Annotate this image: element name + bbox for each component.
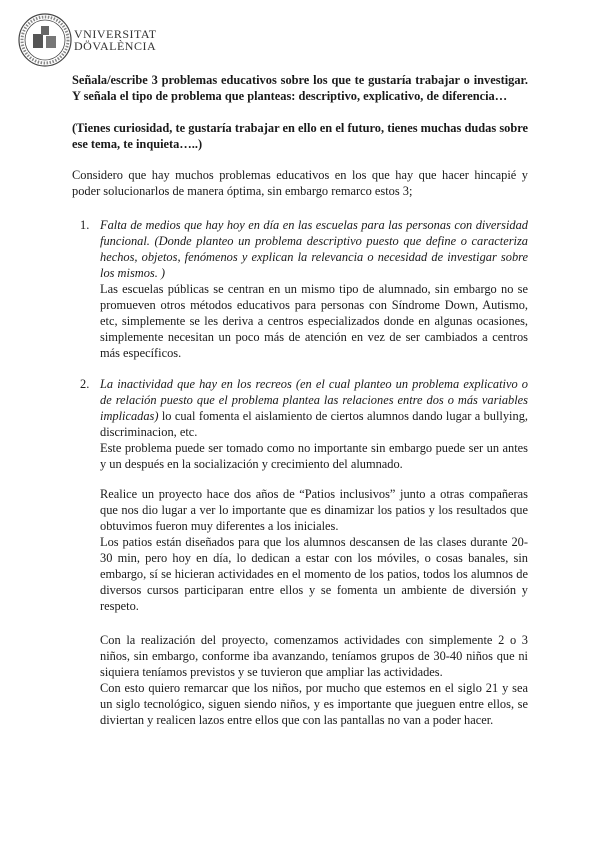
item-number: 2. — [80, 377, 90, 391]
body-paragraph: Con la realización del proyecto, comenzamos actividades con simplemente 2 o 3 niños, sin embargo, conforme iba avanzando, teníamos grupos de 30-40 niños que ni siquiera teníamos previstos y se tuvieron que ampliar las actividades. — [100, 633, 528, 679]
body-block-1 — [100, 486, 528, 614]
list-item-1 — [80, 217, 528, 361]
body-paragraph: Con esto quiero remarcar que los niños, por mucho que estemos en el siglo 21 y sea un siglo tecnológico, siguen siendo niños, y es importante que jueguen entre ellos, se diviertan y realicen lazos entre ellos que con las pantallas no van a poder hacer. — [100, 681, 528, 727]
item-title: Falta de medios que hay hoy en día en las escuelas para las personas con diversidad funcional. (Donde planteo un problema descriptivo puesto que define o caracteriza hechos, objetos, fenómenos y explican la relevancia o necesidad de investigar sobre los mismos. ) — [100, 218, 528, 280]
item-number: 1. — [80, 218, 90, 232]
item-paragraph: Las escuelas públicas se centran en un mismo tipo de alumnado, sin embargo no se promueven otros métodos educativos para personas con Síndrome Down, Autismo, etc, simplemente se les deriva a centros especializados donde en algunas ocasiones, simplemente necesitan un poco más de atención en vez de ser cambiados a centros más específicos. — [100, 282, 528, 360]
logo-line-2: DÖVALÈNCIA — [74, 39, 157, 53]
prompt-title: Señala/escribe 3 problemas educativos sobre los que te gustaría trabajar o investigar. Y señala el tipo de problema que planteas: descriptivo, explicativo, de diferencia… — [72, 73, 528, 103]
item-title: La inactividad que hay en los recreos (en el cual planteo un problema explicativo o de relación puesto que el problema plantea las relaciones entre dos o más variables implicadas) — [100, 377, 528, 423]
body-paragraph: Realice un proyecto hace dos años de “Patios inclusivos” junto a otras compañeras que nos dio lugar a ver lo importante que es dinamizar los patios y los resultados que obtuvimos fueron muy diferentes a los iniciales. — [100, 487, 528, 533]
body-paragraph: Los patios están diseñados para que los alumnos descansen de las clases durante 20-30 min, pero hoy en día, lo dedican a estar con los móviles, o cosas banales, sin embargo, sí se hicieran actividades en el momento de los patios, todos los alumnos de diversos cursos participaran entre ellos y se fomenta un ambiente de diversión y respeto. — [100, 535, 528, 613]
university-logo — [17, 12, 157, 68]
university-seal-icon — [17, 12, 73, 68]
body-block-2 — [100, 632, 528, 728]
prompt-subtitle: (Tienes curiosidad, te gustaría trabajar en ello en el futuro, tienes muchas dudas sobre ese tema, te inquieta…..) — [72, 121, 528, 151]
logo-line-1: VNIVERSITAT — [74, 27, 157, 41]
list-item-2 — [80, 376, 528, 472]
item-paragraph: Este problema puede ser tomado como no importante sin embargo puede ser un antes y un después en la socialización y crecimiento del alumnado. — [100, 441, 528, 471]
item-text: lo cual fomenta el aislamiento de ciertos alumnos dando lugar a bullying, discriminacion, etc. — [100, 409, 528, 439]
intro-paragraph: Considero que hay muchos problemas educativos en los que hay que hacer hincapié y poder solucionarlos de manera óptima, sin embargo remarco estos 3; — [72, 168, 528, 198]
